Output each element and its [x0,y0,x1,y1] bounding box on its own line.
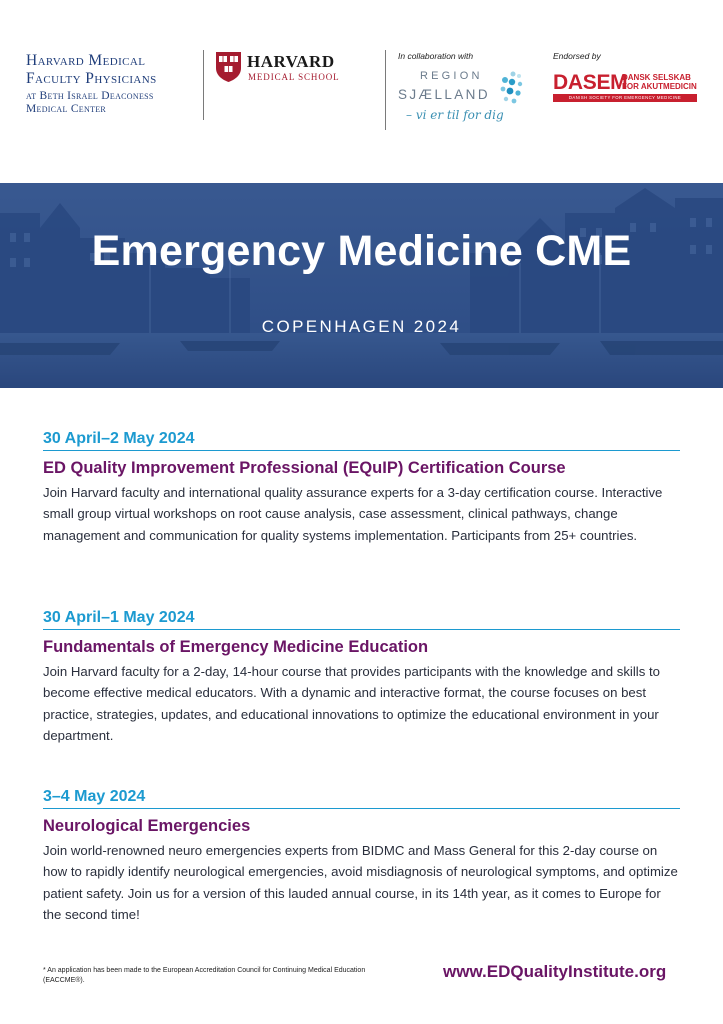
dasem-text-line2: FOR AKUTMEDICIN [622,82,697,91]
course-title: Neurological Emergencies [43,817,251,835]
website-link[interactable]: www.EDQualityInstitute.org [443,962,667,981]
dasem-bar: DANISH SOCIETY FOR EMERGENCY MEDICINE [553,94,697,102]
hero-banner [0,183,723,388]
course-rule [43,450,680,451]
course-date: 30 April–2 May 2024 [43,430,195,447]
course-title: Fundamentals of Emergency Medicine Education [43,638,429,656]
region-tagline: – vi er til for dig [406,108,504,122]
dasem-text-line1: DANSK SELSKAB [622,73,691,82]
course-rule [43,629,680,630]
hmfp-line4: Medical Center [26,103,107,115]
logo-divider [203,50,204,120]
course-rule [43,808,680,809]
region-line1: REGION [420,70,483,82]
hmfp-line3: at Beth Israel Deaconess [26,90,154,102]
region-line2: SJÆLLAND [398,87,490,102]
course-description: Join Harvard faculty and international quality assurance experts for a 3-day certification course. Interactive small group virtual workshops on root cause analysis, case assessment, clinical pathways, change management and communication for quality systems implementation. Participants from 25+ countries. [43,485,663,543]
hmfp-line1: Harvard Medical [26,52,146,69]
hms-subtitle: MEDICAL SCHOOL [248,72,340,82]
accreditation-footnote: * An application has been made to the European Accreditation Council for Continuing Medical Education (EACCME®). [43,967,366,984]
course-date: 3–4 May 2024 [43,788,146,805]
course-title: ED Quality Improvement Professional (EQuIP) Certification Course [43,459,566,477]
dasem-logo [553,71,697,103]
hmfp-logo [26,52,157,116]
course-em-education [43,607,680,747]
course-equip [43,428,680,546]
collab-divider [385,50,386,130]
course-description: Join Harvard faculty for a 2-day, 14-hour course that provides participants with the knowledge and skills to become effective medical educators. With a dynamic and interactive format, the course focuses on best practice, strategies, updates, and educational innovations to optimize the educational environment in your department. [43,664,660,744]
hmfp-line2: Faculty Physicians [26,70,157,87]
dasem-word: DASEM [553,71,628,94]
header-logos [0,0,723,183]
region-sjaelland-logo [398,70,528,136]
course-date: 30 April–1 May 2024 [43,609,195,626]
banner-subtitle: COPENHAGEN 2024 [261,317,462,336]
course-neuro-emergencies [43,786,680,926]
course-description: Join world-renowned neuro emergencies experts from BIDMC and Mass General for this 2-day course on how to rapidly identify neurological emergencies, avoid misdiagnosis of neurological symptoms, and optimize patient safety. Join us for a version of this lauded annual course, in its 14th year, as it comes to Europe for the second time! [43,843,678,923]
hms-name: HARVARD [247,52,335,71]
collaboration-label: In collaboration with [398,51,474,61]
endorsed-label: Endorsed by [553,51,601,61]
copenhagen-harbour-image [0,183,723,388]
harvard-shield-icon [215,51,242,83]
banner-title: Emergency Medicine CME [91,227,632,275]
region-dots-icon [496,70,526,106]
